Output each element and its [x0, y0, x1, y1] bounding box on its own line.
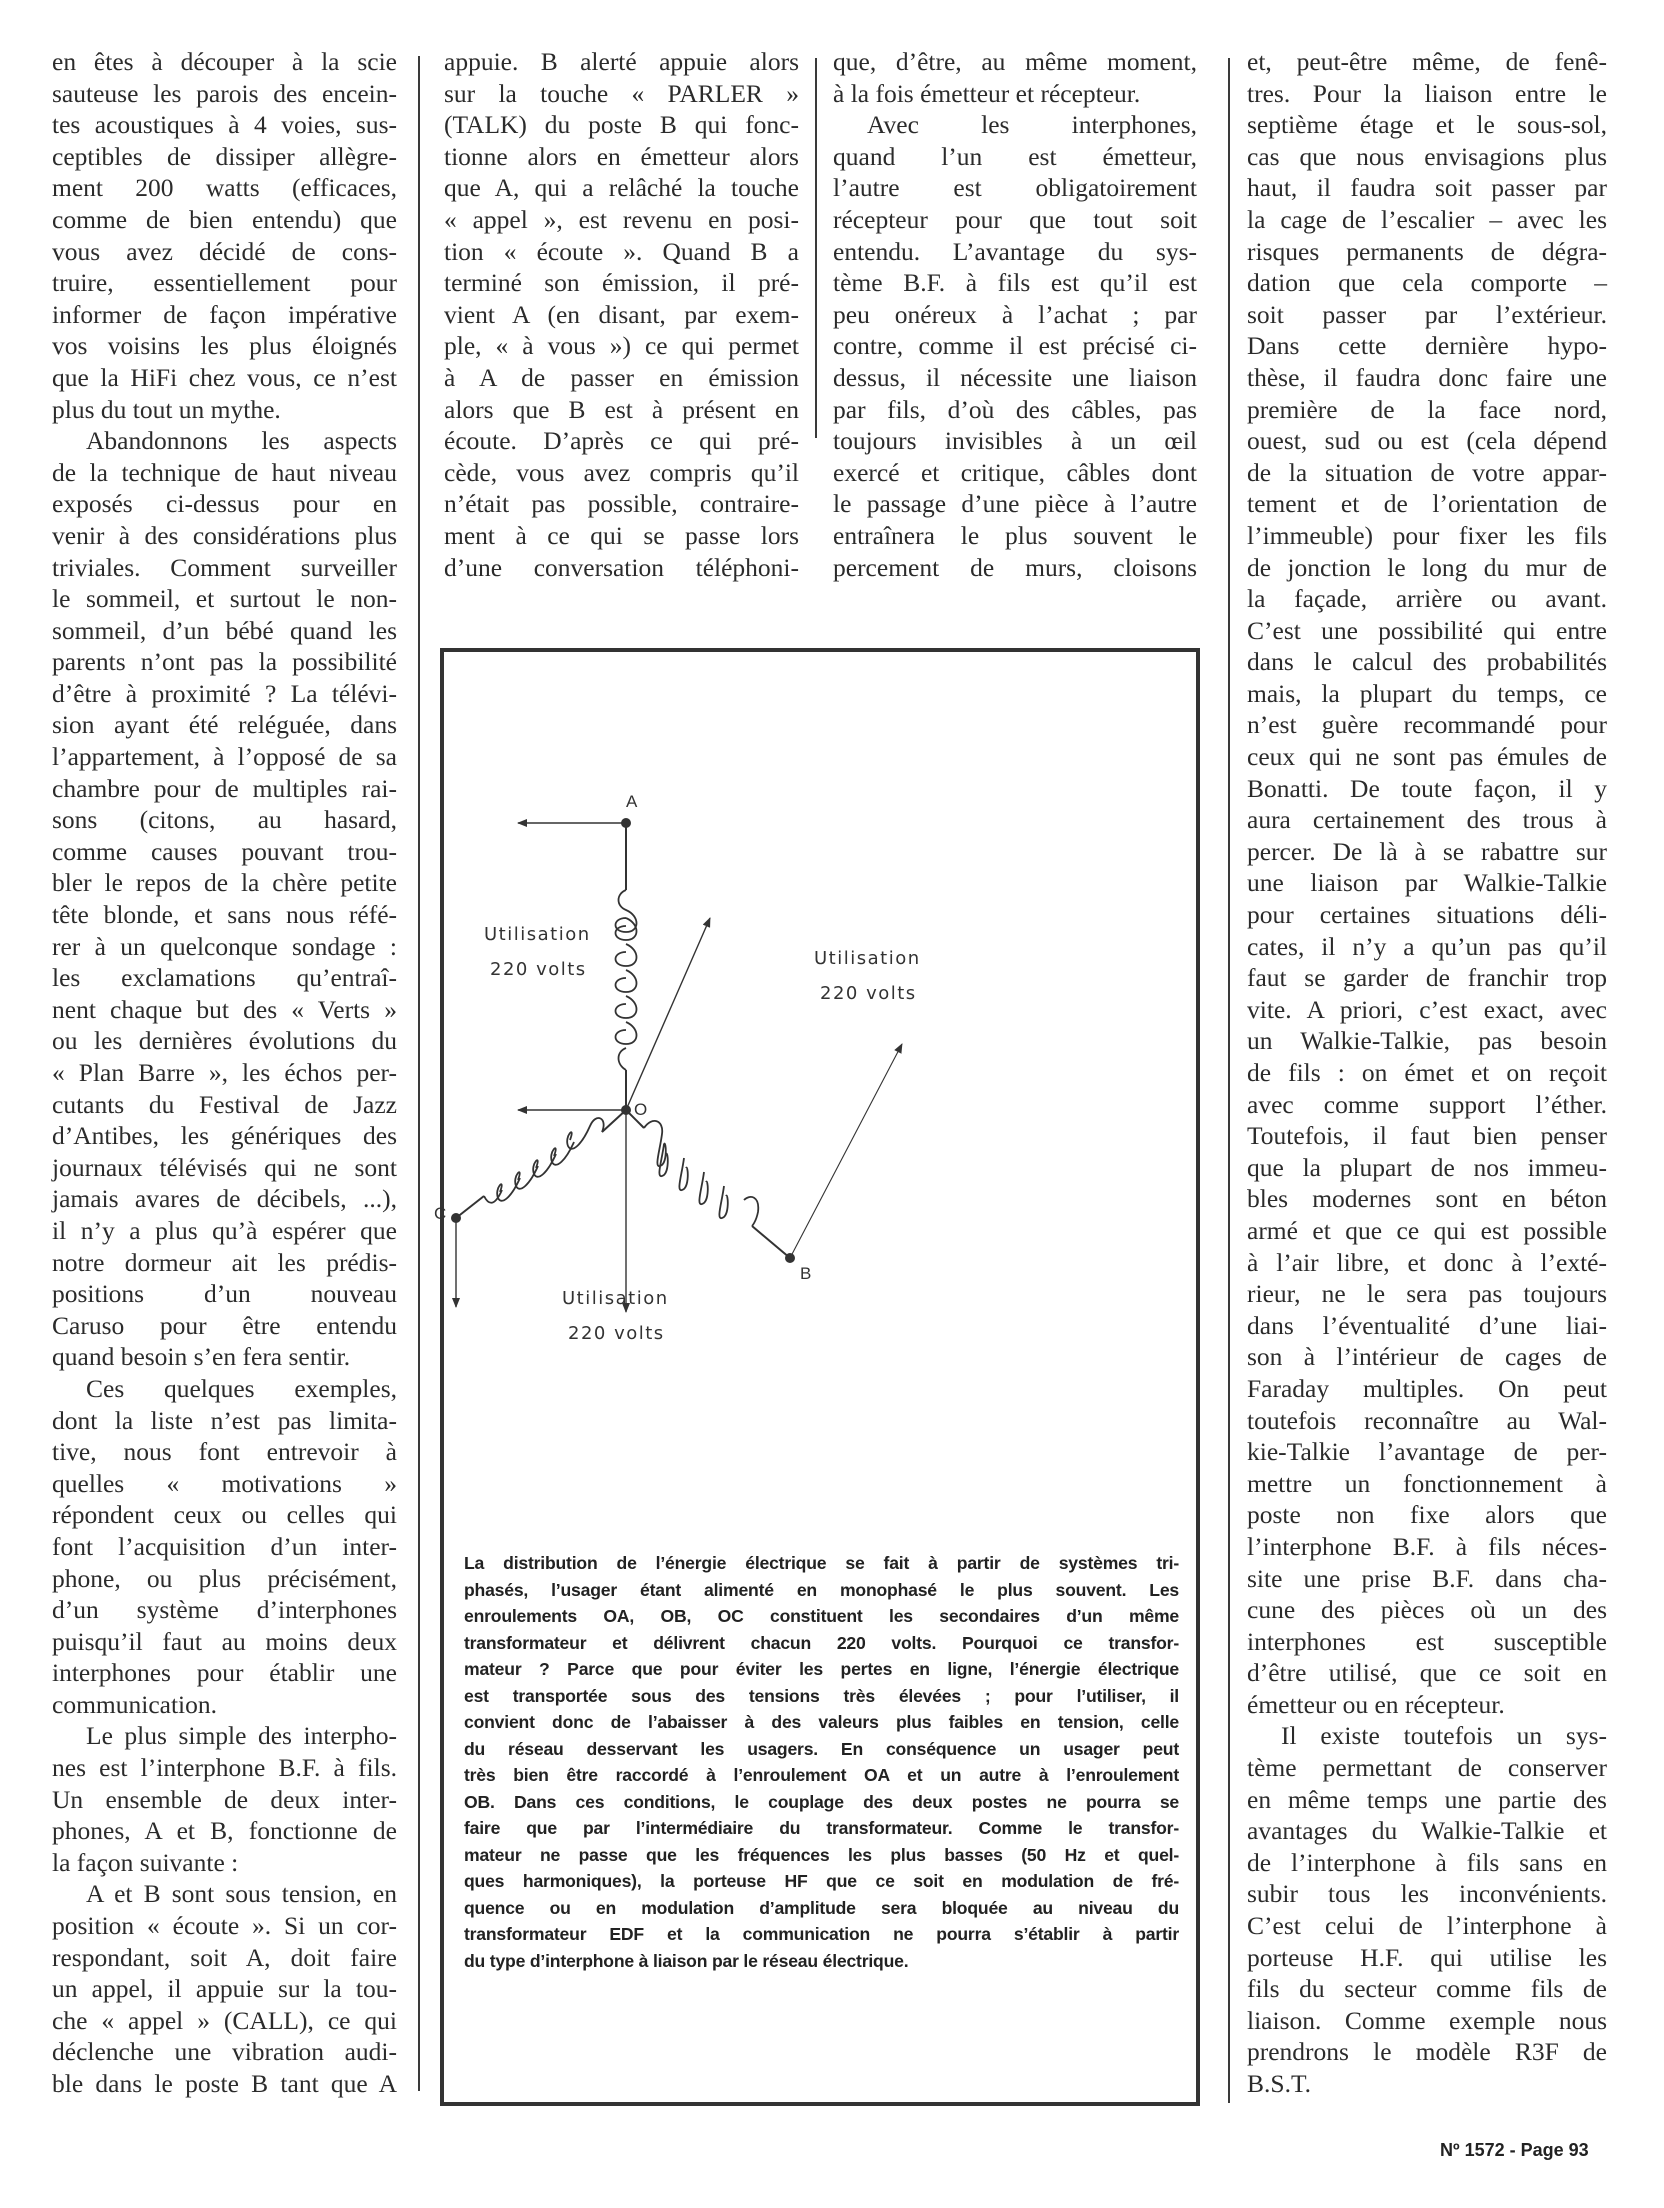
figure-caption — [464, 1550, 1179, 1974]
article-column-1 — [52, 46, 397, 2100]
text-line: site une prise B.F. dans cha- — [1247, 1563, 1607, 1593]
text-line: d’être utilisé, que ce soit en — [1247, 1658, 1607, 1688]
text-line: position « écoute ». Si un cor- — [52, 1911, 397, 1941]
text-line: thèse, il faudra donc faire une — [1247, 362, 1607, 392]
node-a-dot — [621, 818, 631, 828]
text-line: mais, la plupart du temps, ce — [1247, 678, 1607, 708]
page-footer: Nº 1572 - Page 93 — [1440, 2140, 1589, 2160]
text-line: sauteuse les parois des encein- — [52, 78, 397, 108]
text-line: avec comme support l’éther. — [1247, 1089, 1607, 1119]
text-line: armé et que ce qui est possible — [1247, 1215, 1607, 1245]
text-line: tème B.F. à fils est qu’il est — [833, 268, 1197, 298]
text-line: tionne alors en émetteur alors — [444, 141, 799, 171]
text-line: vous avez décidé de cons- — [52, 236, 397, 266]
node-c-dot — [451, 1213, 461, 1223]
text-line: comme de bien entendu) que — [52, 204, 397, 234]
node-label-b: B — [800, 1264, 812, 1283]
text-line: parents n’ont pas la possibilité — [52, 647, 397, 677]
text-line: d’une conversation téléphoni- — [444, 552, 799, 582]
text-line: Caruso pour être entendu — [52, 1310, 397, 1340]
text-line: de la technique de haut niveau — [52, 457, 397, 487]
text-line: d’un système d’interphones — [52, 1595, 397, 1625]
text-line: tème permettant de conserver — [1247, 1753, 1607, 1783]
text-line: ou les dernières évolutions du — [52, 1026, 397, 1056]
arrow-icon — [626, 918, 710, 1110]
text-line: une liaison par Walkie-Talkie — [1247, 868, 1607, 898]
caption-line: OB. Dans ces conditions, le couplage des deux postes ne pourra se — [464, 1791, 1179, 1812]
text-line: font l’acquisition d’un inter- — [52, 1531, 397, 1561]
text-line: et, peut-être même, de fenê- — [1247, 47, 1607, 76]
text-line: son à l’intérieur de cages de — [1247, 1342, 1607, 1372]
text-line: Abandonnons les aspects — [86, 426, 397, 456]
text-line: Dans cette dernière hypo- — [1247, 331, 1607, 361]
text-line: chambre pour de multiples rai- — [52, 773, 397, 803]
text-line: ple, « à vous ») ce qui permet — [444, 331, 799, 361]
text-line: quand besoin s’en fera sentir. — [52, 1342, 351, 1372]
text-line: entraînera le plus souvent le — [833, 520, 1197, 550]
text-line: n’était pas possible, contraire- — [444, 489, 799, 519]
text-line: contre, comme il est précisé ci- — [833, 331, 1197, 361]
text-line: soit passer par l’extérieur. — [1247, 299, 1607, 329]
text-line: terminé son émission, il pré- — [444, 268, 799, 298]
text-line: jamais avares de décibels, ...), — [52, 1184, 397, 1214]
caption-line: du type d’interphone à liaison par le réseau électrique. — [464, 1950, 909, 1971]
text-line: par fils, d’où des câbles, pas — [833, 394, 1197, 424]
text-line: le passage d’une pièce à l’autre — [833, 489, 1197, 519]
text-line: n’est guère recommandé pour — [1247, 710, 1607, 740]
text-line: Bonatti. De toute façon, il y — [1247, 773, 1607, 803]
text-line: plus du tout un mythe. — [52, 394, 281, 424]
text-line: vos voisins les plus éloignés — [52, 331, 397, 361]
text-line: que, d’être, au même moment, — [833, 47, 1197, 76]
text-line: ble dans le poste B tant que A — [52, 2069, 397, 2098]
text-line: kie-Talkie l’avantage de per- — [1247, 1437, 1607, 1467]
text-line: dans l’éventualité d’une liai- — [1247, 1310, 1607, 1340]
text-line: l’appartement, à l’opposé de sa — [52, 742, 397, 772]
text-line: Un ensemble de deux inter- — [52, 1784, 397, 1814]
text-line: aura certainement des trous à — [1247, 805, 1607, 835]
text-line: avantages du Walkie-Talkie et — [1247, 1816, 1607, 1846]
text-line: nes est l’interphone B.F. à fils. — [52, 1753, 397, 1783]
text-line: triviales. Comment surveiller — [52, 552, 397, 582]
arrow-icon — [790, 1044, 902, 1258]
text-line: comme causes pouvant trou- — [52, 836, 397, 866]
text-line: haut, il faudra soit passer par — [1247, 173, 1607, 203]
text-line: tres. Pour la liaison entre le — [1247, 78, 1607, 108]
text-line: toutefois reconnaître au Wal- — [1247, 1405, 1607, 1435]
caption-line: convient donc de l’abaisser à des valeurs plus faibles en tension, celle — [464, 1712, 1179, 1732]
text-line: B.S.T. — [1247, 2069, 1311, 2098]
text-line: le sommeil, et surtout le non- — [52, 584, 397, 614]
text-line: quelles « motivations » — [52, 1468, 397, 1498]
text-line: exercé et critique, câbles dont — [833, 457, 1197, 487]
text-line: exposés ci-dessus pour en — [52, 489, 397, 519]
article-column-2 — [444, 46, 799, 583]
text-line: vient A (en disant, par exem- — [444, 299, 799, 329]
text-line: (TALK) du poste B qui fonc- — [444, 110, 799, 140]
text-line: cutants du Festival de Jazz — [52, 1089, 397, 1119]
text-line: la façon suivante : — [52, 1847, 239, 1877]
text-line: pour certaines situations déli- — [1247, 900, 1607, 930]
text-line: communication. — [52, 1689, 218, 1719]
text-line: tive, nous font entrevoir à — [52, 1437, 397, 1467]
text-line: répondent ceux ou celles qui — [52, 1500, 397, 1530]
text-line: ouest, sud ou est (cela dépend — [1247, 426, 1607, 456]
node-o-dot — [621, 1105, 631, 1115]
text-line: un appel, il appuie sur la tou- — [52, 1974, 397, 2004]
utilisation-label-right — [814, 948, 921, 1004]
text-line: prendrons le modèle R3F de — [1247, 2037, 1607, 2067]
text-line: percement de murs, cloisons — [833, 552, 1197, 582]
text-line: les exclamations qu’entraî- — [52, 963, 397, 993]
text-line: A et B sont sous tension, en — [86, 1879, 397, 1909]
text-line: risques permanents de dégra- — [1247, 236, 1607, 266]
text-line: bles modernes sont en béton — [1247, 1184, 1607, 1214]
text-line: ment à ce qui se passe lors — [444, 520, 799, 550]
text-line: la cage de l’escalier – avec les — [1247, 204, 1607, 234]
label-line: 220 volts — [490, 959, 587, 980]
text-line: entendu. L’avantage du sys- — [833, 236, 1197, 266]
text-line: à l’air libre, et donc à l’exté- — [1247, 1247, 1607, 1277]
caption-line: du réseau desservant les usagers. En conséquence un usager peut — [464, 1738, 1179, 1759]
text-line: appuie. B alerté appuie alors — [444, 47, 799, 76]
text-line: alors que B est à présent en — [444, 394, 799, 424]
text-line: ceux qui ne sont pas émules de — [1247, 742, 1607, 772]
caption-line: mateur ne passe que les fréquences les plus basses (50 Hz et quel- — [464, 1844, 1179, 1865]
text-line: C’est une possibilité qui entre — [1247, 615, 1607, 645]
text-line: phone, ou plus précisément, — [52, 1563, 397, 1593]
text-line: bler le repos de la chère petite — [52, 868, 397, 898]
text-line: truire, essentiellement pour — [52, 268, 397, 298]
text-line: dont la liste n’est pas limita- — [52, 1405, 397, 1435]
caption-line: est transportée sous des tensions très élevées ; pour l’utiliser, il — [464, 1685, 1179, 1706]
text-line: notre dormeur ait les prédis- — [52, 1247, 397, 1277]
text-line: liaison. Comme exemple nous — [1247, 2005, 1607, 2035]
text-line: que la HiFi chez vous, ce n’est — [52, 362, 397, 392]
text-line: poste non fixe alors que — [1247, 1500, 1607, 1530]
label-line: Utilisation — [484, 924, 591, 945]
text-line: porteuse H.F. qui utilise les — [1247, 1942, 1607, 1972]
text-line: que A, qui a relâché la touche — [444, 173, 799, 203]
node-label-c: C — [434, 1204, 447, 1223]
caption-line: ques harmoniques), la porteuse HF que ce soit en modulation de fré- — [464, 1871, 1179, 1891]
text-line: tion « écoute ». Quand B a — [444, 236, 799, 266]
column-rule — [418, 56, 420, 2091]
caption-line: La distribution de l’énergie électrique se fait à partir de systèmes tri- — [464, 1553, 1179, 1573]
node-label-o: O — [634, 1100, 648, 1119]
text-line: à la fois émetteur et récepteur. — [833, 78, 1141, 108]
star-winding-diagram — [444, 652, 1196, 1532]
text-line: Ces quelques exemples, — [86, 1373, 397, 1403]
text-line: ceptibles de dissiper allègre- — [52, 141, 397, 171]
text-line: Faraday multiples. On peut — [1247, 1373, 1607, 1403]
text-line: rer à un quelconque sondage : — [52, 931, 397, 961]
text-line: toujours invisibles à un œil — [833, 426, 1197, 456]
text-line: septième étage et le sous-sol, — [1247, 110, 1607, 140]
text-line: percer. De là à se rabattre sur — [1247, 836, 1607, 866]
text-line: à A de passer en émission — [444, 362, 799, 392]
text-line: Toutefois, il faut bien penser — [1247, 1121, 1607, 1151]
text-line: que la plupart de nos immeu- — [1247, 1152, 1607, 1182]
caption-line: mateur ? Parce que pour éviter les pertes en ligne, l’énergie électrique — [464, 1659, 1179, 1679]
caption-line: enroulements OA, OB, OC constituent les secondaires d’un même — [464, 1606, 1179, 1626]
text-line: quand l’un est émetteur, — [833, 141, 1197, 171]
caption-line: quence ou en modulation d’amplitude sera bloquée au niveau du — [464, 1897, 1179, 1918]
node-label-a: A — [626, 792, 638, 811]
text-line: dessus, il nécessite une liaison — [833, 362, 1197, 392]
caption-line: très bien être raccordé à l’enroulement OA et un autre à l’enroulement — [464, 1765, 1179, 1785]
text-line: « Plan Barre », les échos per- — [52, 1058, 397, 1087]
text-line: l’immeuble) pour fixer les fils — [1247, 520, 1607, 550]
text-line: cates, il n’y a qu’un pas qu’il — [1247, 931, 1607, 961]
text-line: peu onéreux à l’achat ; par — [833, 299, 1197, 329]
text-line: interphones pour établir une — [52, 1658, 397, 1688]
text-line: émetteur ou en récepteur. — [1247, 1689, 1505, 1719]
text-line: fils du secteur comme fils de — [1247, 1974, 1607, 2004]
node-b-dot — [785, 1253, 795, 1263]
text-line: tement et de l’orientation de — [1247, 489, 1607, 519]
text-line: récepteur pour que tout soit — [833, 204, 1197, 234]
text-line: dation que cela comporte – — [1247, 268, 1607, 298]
text-line: faut se garder de franchir trop — [1247, 963, 1607, 993]
text-line: tête blonde, et sans nous réfé- — [52, 900, 397, 930]
column-rule — [815, 58, 817, 438]
column-rule — [1228, 58, 1230, 2103]
text-line: Il existe toutefois un sys- — [1281, 1721, 1607, 1751]
text-line: « appel », est revenu en posi- — [444, 204, 799, 234]
article-column-3 — [833, 46, 1197, 583]
text-line: positions d’un nouveau — [52, 1279, 397, 1309]
text-line: Le plus simple des interpho- — [86, 1721, 397, 1751]
text-line: sons (citons, au hasard, — [52, 805, 397, 835]
label-line: 220 volts — [568, 1323, 665, 1344]
text-line: ment 200 watts (efficaces, — [52, 173, 397, 203]
label-line: Utilisation — [814, 948, 921, 969]
text-line: che « appel » (CALL), ce qui — [52, 2005, 397, 2035]
text-line: nent chaque but des « Verts » — [52, 994, 397, 1024]
text-line: cas que nous envisagions plus — [1247, 141, 1607, 171]
three-phase-transformer-figure — [434, 648, 1200, 2106]
text-line: vite. A priori, c’est exact, avec — [1247, 994, 1607, 1024]
text-line: en même temps une partie des — [1247, 1784, 1607, 1814]
caption-line: phasés, l’usager étant alimenté en monophasé le plus souvent. Les — [464, 1579, 1179, 1600]
text-line: première de la face nord, — [1247, 394, 1607, 424]
text-line: sur la touche « PARLER » — [444, 78, 799, 108]
text-line: mettre un fonctionnement à — [1247, 1468, 1607, 1498]
caption-line: transformateur EDF et la communication ne pourra s’établir à partir — [464, 1924, 1179, 1944]
text-line: C’est celui de l’interphone à — [1247, 1911, 1607, 1941]
text-line: respondant, soit A, doit faire — [52, 1942, 397, 1972]
text-line: dans le calcul des probabilités — [1247, 647, 1607, 677]
text-line: l’interphone B.F. à fils néces- — [1247, 1531, 1607, 1561]
caption-line: transformateur et délivrent chacun 220 volts. Pourquoi ce transfor- — [464, 1632, 1179, 1653]
text-line: interphones est susceptible — [1247, 1626, 1607, 1656]
text-line: informer de façon impérative — [52, 299, 397, 329]
text-line: de fils : on émet et on reçoit — [1247, 1058, 1607, 1087]
text-line: de l’interphone à fils sans en — [1247, 1847, 1607, 1877]
text-line: la façade, arrière ou avant. — [1247, 584, 1607, 614]
text-line: de jonction le long du mur de — [1247, 552, 1607, 582]
text-line: tes acoustiques à 4 voies, sus- — [52, 110, 397, 140]
text-line: écoute. D’après ce qui pré- — [444, 426, 799, 456]
text-line: d’être à proximité ? La télévi- — [52, 678, 397, 708]
text-line: cède, vous avez compris qu’il — [444, 457, 799, 487]
text-line: un Walkie-Talkie, pas besoin — [1247, 1026, 1607, 1056]
text-line: de la situation de votre appar- — [1247, 457, 1607, 487]
text-line: venir à des considérations plus — [52, 520, 397, 550]
article-column-4 — [1247, 46, 1607, 2100]
text-line: en êtes à découper à la scie — [52, 47, 397, 76]
label-line: 220 volts — [820, 983, 917, 1004]
text-line: il n’y a plus qu’à espérer que — [52, 1215, 397, 1245]
text-line: sommeil, d’un bébé quand les — [52, 615, 397, 645]
text-line: rieur, ne le sera pas toujours — [1247, 1279, 1607, 1309]
text-line: subir tous les inconvénients. — [1247, 1879, 1607, 1909]
text-line: Avec les interphones, — [867, 110, 1197, 140]
text-line: journaux télévisés qui ne sont — [52, 1152, 397, 1182]
text-line: déclenche une vibration audi- — [52, 2037, 397, 2067]
text-line: sion ayant été reléguée, dans — [52, 710, 397, 740]
text-line: d’Antibes, les génériques des — [52, 1121, 397, 1151]
text-line: l’autre est obligatoirement — [833, 173, 1197, 203]
text-line: cune des pièces où un des — [1247, 1595, 1607, 1625]
utilisation-label-left — [484, 924, 591, 980]
text-line: phones, A et B, fonctionne de — [52, 1816, 397, 1846]
label-line: Utilisation — [562, 1288, 669, 1309]
text-line: puisqu’il faut au moins deux — [52, 1626, 397, 1656]
utilisation-label-bottom — [562, 1288, 669, 1344]
caption-line: faire que par l’intermédiaire du transformateur. Comme le transfor- — [464, 1818, 1179, 1838]
